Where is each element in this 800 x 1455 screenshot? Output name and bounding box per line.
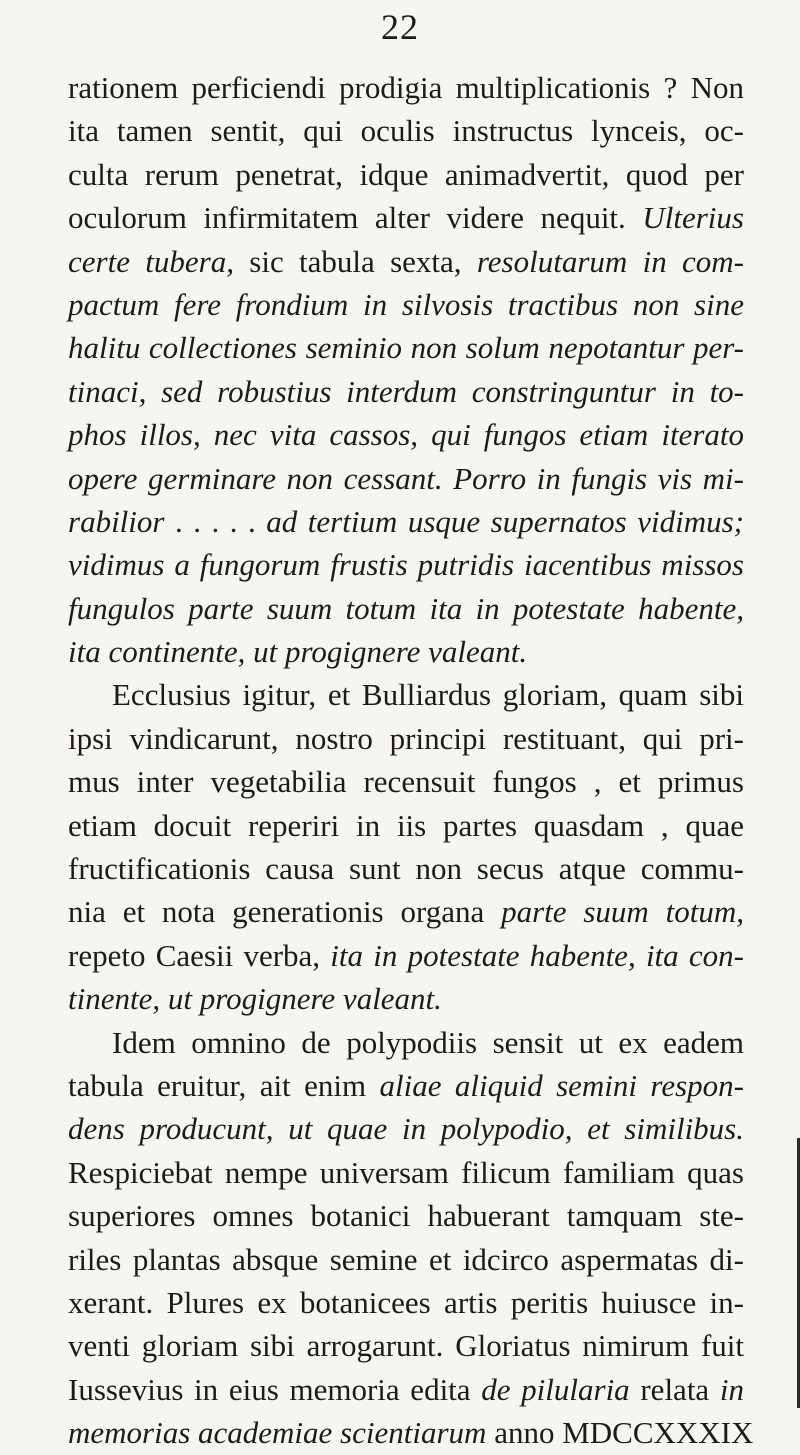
italic-segment: dens producunt, ut quae in polypodio, et similibus. bbox=[68, 1111, 744, 1147]
text-segment: Idem omnino de polypodiis sensit ut ex eadem bbox=[112, 1024, 744, 1060]
text-segment: fructificationis causa sunt non secus atque commu- bbox=[68, 851, 744, 887]
text-line bbox=[68, 1411, 754, 1454]
text-segment: rationem perficiendi prodigia multiplicationis ? Non bbox=[68, 70, 744, 105]
italic-segment: fungulos parte suum totum ita in potestate habente, bbox=[68, 590, 744, 626]
italic-segment: de pilularia bbox=[481, 1371, 630, 1407]
text-segment bbox=[418, 417, 431, 452]
text-segment: ipsi vindicarunt, nostro principi restituant, qui pri- bbox=[68, 720, 744, 756]
italic-segment: halitu collectiones seminio non solum nepotantur per- bbox=[68, 330, 744, 366]
text-segment: Respiciebat nempe universam filicum familiam quas bbox=[68, 1154, 744, 1190]
italic-segment: tinente, ut progignere valeant. bbox=[68, 981, 442, 1017]
text-line bbox=[68, 804, 744, 847]
italic-segment: ita in potestate habente, ita con- bbox=[330, 937, 745, 973]
text-line bbox=[68, 1151, 744, 1194]
text-segment: ita tamen sentit, qui oculis instructus lynceis, oc- bbox=[68, 113, 744, 149]
italic-segment: aliae aliquid semini respon- bbox=[379, 1067, 744, 1103]
italic-segment: certe tubera, bbox=[68, 243, 234, 279]
text-segment: mus inter vegetabilia recensuit fungos , et primus bbox=[68, 764, 744, 800]
italic-segment: parte suum totum, bbox=[501, 894, 744, 930]
text-line bbox=[68, 66, 744, 109]
text-line bbox=[68, 326, 744, 369]
italic-segment: sed robustius interdum constringuntur in to- bbox=[161, 373, 745, 409]
italic-segment: opere germinare non cessant. Porro in fungis vis mi- bbox=[68, 460, 744, 496]
text-segment: sic tabula sexta, bbox=[233, 243, 477, 279]
italic-segment: in bbox=[719, 1371, 744, 1407]
text-segment: . . . . . bbox=[164, 503, 267, 539]
text-segment: culta rerum penetrat, idque animadvertit, quod per bbox=[68, 156, 744, 192]
italic-segment: memorias academiae scientiarum bbox=[68, 1415, 487, 1451]
text-line bbox=[68, 457, 744, 500]
italic-segment: resolutarum in com- bbox=[476, 243, 745, 279]
text-segment: superiores omnes botanici habuerant tamquam ste- bbox=[68, 1198, 744, 1234]
italic-segment: qui fungos etiam iterato bbox=[431, 417, 744, 453]
text-line bbox=[68, 1238, 744, 1281]
text-segment: Iussevius in eius memoria edita bbox=[68, 1371, 482, 1407]
text-line bbox=[68, 630, 744, 673]
italic-segment: ad tertium usque supernatos vidimus; bbox=[266, 503, 744, 539]
text-segment: nia et nota generationis organa bbox=[68, 894, 502, 930]
text-segment: Ecclusius igitur, et Bulliardus gloriam, quam sibi bbox=[112, 677, 744, 713]
text-line bbox=[68, 717, 744, 760]
italic-segment: rabilior bbox=[68, 503, 165, 539]
italic-segment: pactum fere frondium in silvosis tractibus non sine bbox=[68, 286, 744, 322]
text-segment: oculorum infirmitatem alter videre nequit. bbox=[68, 200, 643, 236]
text-line bbox=[68, 413, 744, 456]
text-segment: etiam docuit reperiri in iis partes quasdam , quae bbox=[68, 807, 744, 843]
text-line bbox=[68, 153, 744, 196]
text-line bbox=[68, 890, 744, 933]
text-line bbox=[68, 1021, 744, 1064]
text-segment: riles plantas absque semine et idcirco aspermatas di- bbox=[68, 1241, 744, 1277]
text-line bbox=[68, 1324, 744, 1367]
text-segment: anno MDCCXXXIX bbox=[486, 1415, 754, 1451]
text-line bbox=[68, 673, 744, 716]
text-segment: relata bbox=[629, 1371, 720, 1407]
text-line bbox=[68, 977, 744, 1020]
text-segment bbox=[146, 374, 161, 409]
text-line bbox=[68, 760, 744, 803]
text-line bbox=[68, 1194, 744, 1237]
italic-segment: phos illos, bbox=[68, 417, 201, 453]
italic-segment: nec vita cassos, bbox=[213, 417, 419, 453]
text-segment bbox=[201, 417, 214, 452]
text-segment: repeto Caesii verba, bbox=[68, 937, 331, 973]
text-line bbox=[68, 283, 744, 326]
italic-segment: vidimus a fungorum frustis putridis iacentibus missos bbox=[68, 547, 744, 583]
text-line bbox=[68, 1064, 744, 1107]
text-line bbox=[68, 109, 744, 152]
text-line bbox=[68, 587, 744, 630]
text-line bbox=[68, 370, 744, 413]
text-line bbox=[68, 543, 744, 586]
italic-segment: tinaci, bbox=[68, 373, 147, 409]
italic-segment: Ulterius bbox=[642, 200, 744, 236]
text-line bbox=[68, 240, 744, 283]
text-line bbox=[68, 500, 744, 543]
text-line bbox=[68, 1281, 744, 1324]
text-segment: venti gloriam sibi arrogarunt. Gloriatus nimirum fuit bbox=[68, 1328, 744, 1364]
page-number: 22 bbox=[381, 7, 419, 47]
italic-segment: ita continente, ut progignere valeant. bbox=[68, 634, 528, 670]
text-line bbox=[68, 847, 744, 890]
body-text bbox=[68, 66, 754, 1455]
text-line bbox=[68, 934, 744, 977]
text-line bbox=[68, 196, 744, 239]
text-segment: xerant. Plures ex botanicees artis peritis huiusce in- bbox=[68, 1284, 744, 1320]
text-line bbox=[68, 1368, 744, 1411]
text-segment: tabula eruitur, ait enim bbox=[68, 1067, 380, 1103]
text-line bbox=[68, 1107, 744, 1150]
